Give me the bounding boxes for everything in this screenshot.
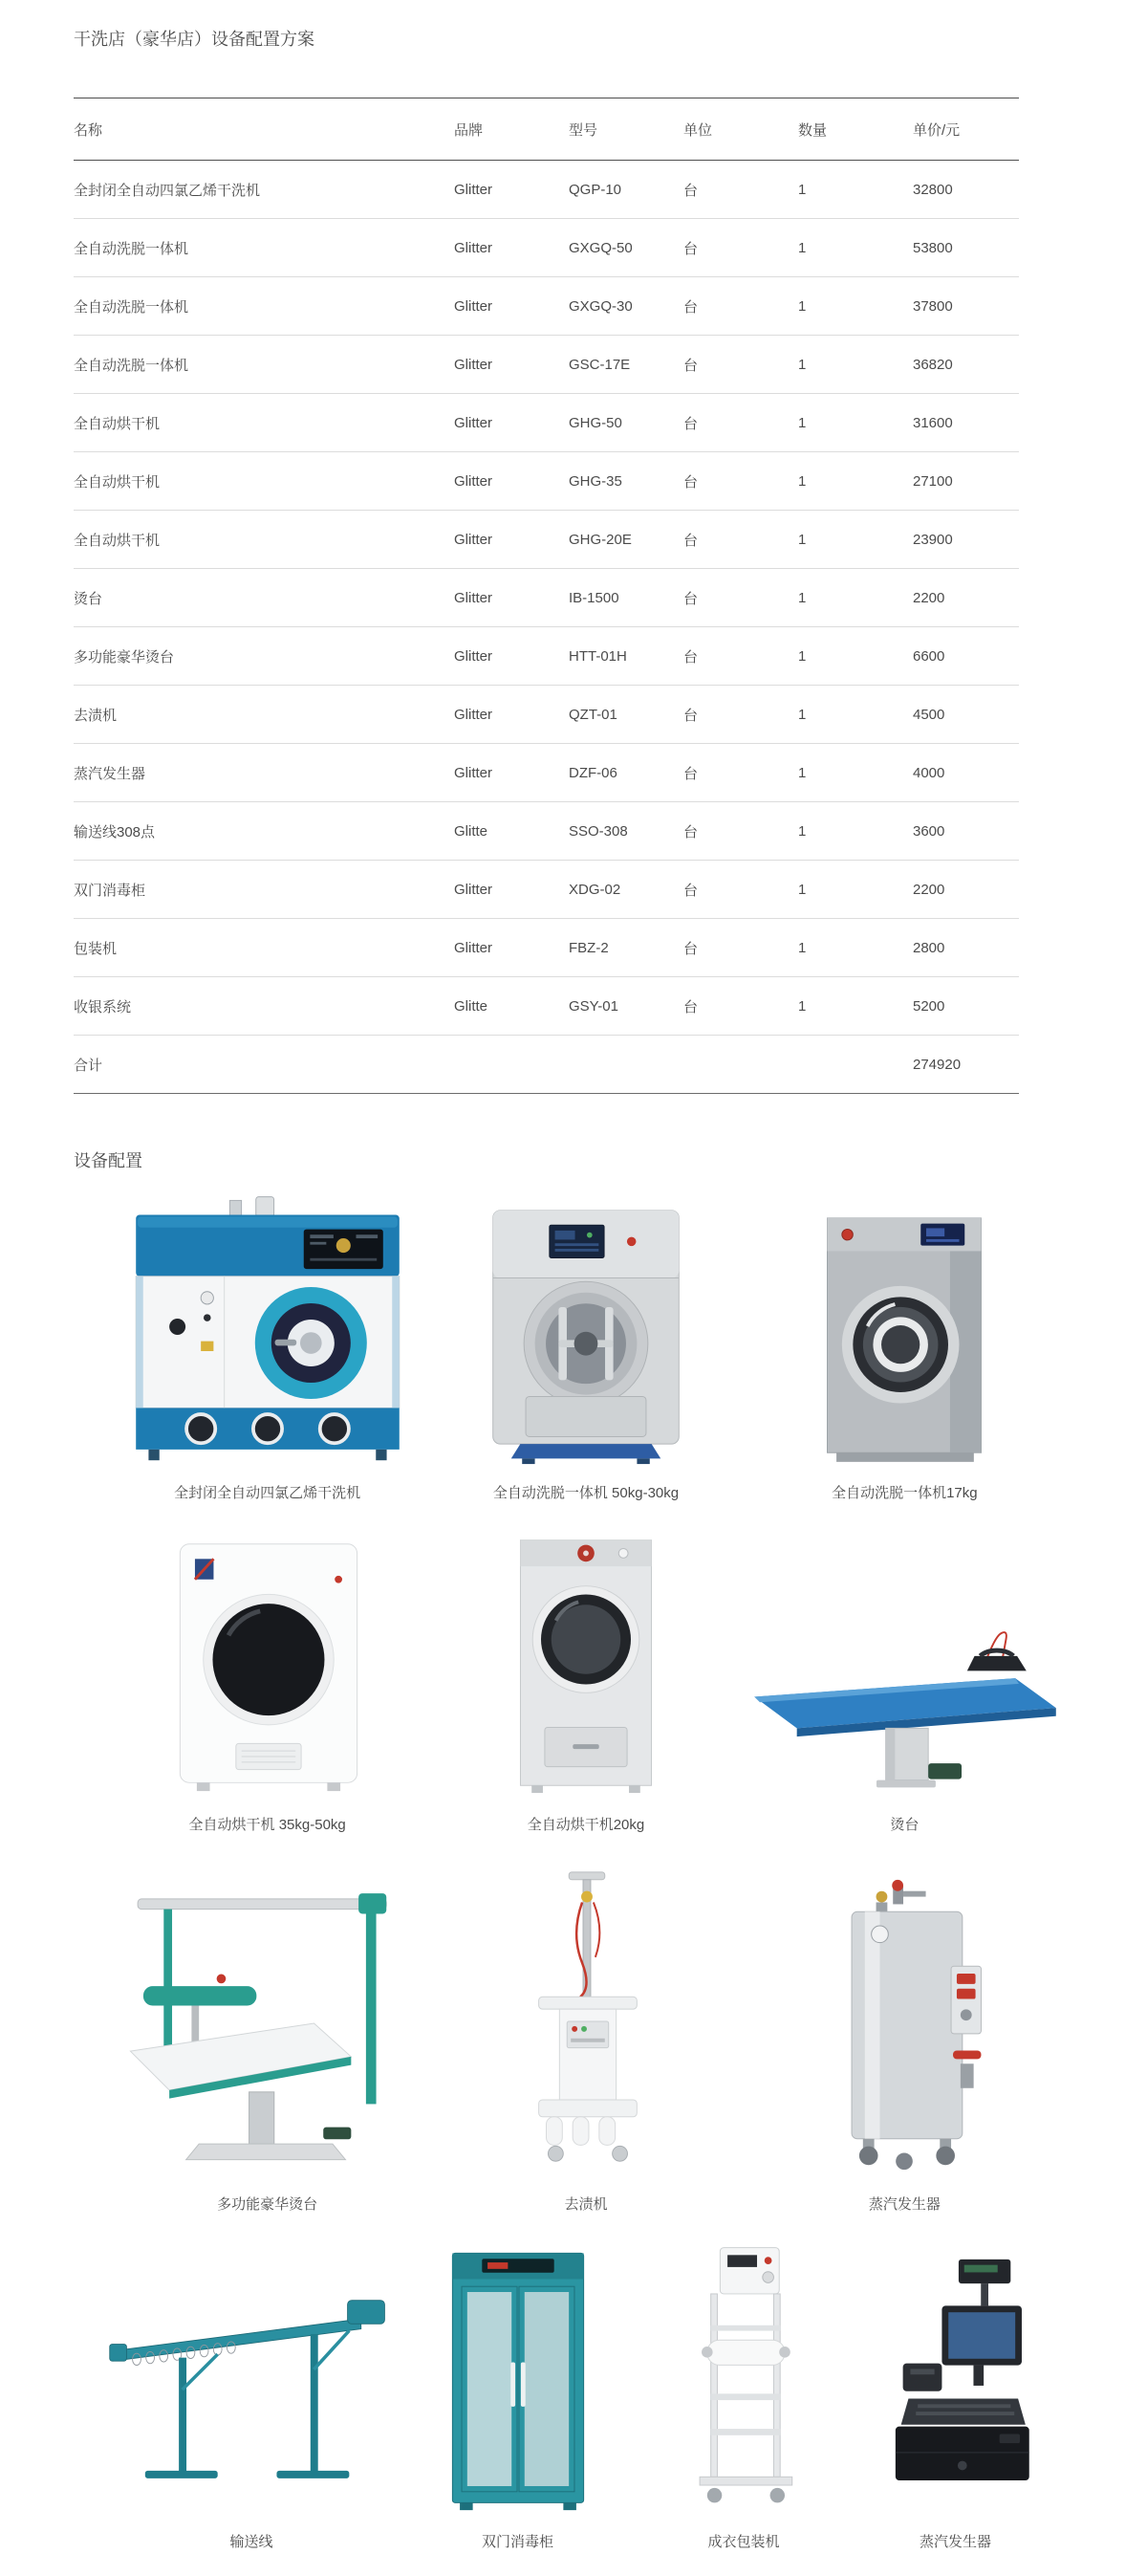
cell-model: GXGQ-30 [569,297,633,315]
product-card [746,1859,1064,2214]
cell-brand: Glitter [454,939,493,956]
cell-unit: 台 [683,298,699,316]
cell-quantity: 1 [798,356,807,373]
product-caption: 全自动烘干机20kg [527,1817,645,1833]
dryer-35-50kg-image [156,1527,379,1797]
total-value: 274920 [913,1056,962,1073]
cell-unit-price: 31600 [913,414,953,431]
cell-model: GXGQ-50 [569,239,633,256]
table-row [74,277,1019,336]
product-caption: 全自动洗脱一体机17kg [832,1485,978,1501]
equipment-price-table [74,98,1019,1094]
cell-brand: Glitter [454,356,493,373]
table-header-row [74,98,1019,161]
cell-model: SSO-308 [569,822,628,840]
cell-unit-price: 32800 [913,181,953,198]
cell-unit: 台 [683,590,699,607]
cell-unit: 台 [683,532,699,549]
column-header-model: 型号 [569,121,598,139]
table-row [74,802,1019,861]
cell-brand: Glitter [454,297,493,315]
product-card [108,2238,395,2551]
cell-name: 双门消毒柜 [74,882,146,899]
product-card [746,1527,1064,1834]
cell-unit-price: 4000 [913,764,945,781]
cell-name: 全自动烘干机 [74,473,161,491]
cash-register-image [876,2238,1035,2514]
cell-quantity: 1 [798,589,807,606]
cell-unit: 台 [683,415,699,432]
cell-unit: 台 [683,940,699,957]
product-grid [108,1186,1064,2551]
product-caption: 全自动烘干机 35kg-50kg [188,1817,346,1833]
cell-unit-price: 53800 [913,239,953,256]
cell-brand: Glitter [454,472,493,490]
cell-brand: Glitter [454,181,493,198]
cell-unit: 台 [683,882,699,899]
table-row [74,394,1019,452]
product-caption: 全自动洗脱一体机 50kg-30kg [492,1485,680,1501]
cell-model: DZF-06 [569,764,617,781]
column-header-unit-price: 单价/元 [913,121,961,139]
dry-cleaning-machine-image [123,1186,412,1465]
table-row [74,919,1019,977]
cell-unit: 台 [683,765,699,782]
cell-unit-price: 37800 [913,297,953,315]
column-header-name: 名称 [74,121,103,139]
cell-quantity: 1 [798,647,807,665]
product-card [640,2238,847,2551]
cell-quantity: 1 [798,531,807,548]
spotting-machine-image [491,1859,681,2176]
cell-unit: 台 [683,182,699,199]
cell-quantity: 1 [798,414,807,431]
cell-brand: Glitte [454,997,488,1015]
cell-brand: Glitter [454,414,493,431]
cell-model: GSY-01 [569,997,618,1015]
total-label: 合计 [74,1057,103,1074]
product-caption: 烫台 [890,1817,920,1833]
cell-unit-price: 2200 [913,589,945,606]
dryer-20kg-image [492,1527,680,1797]
table-row [74,511,1019,569]
cell-brand: Glitter [454,764,493,781]
cell-unit-price: 4500 [913,706,945,723]
product-card [847,2238,1064,2551]
steam-generator-image [810,1859,999,2176]
cell-unit-price: 2800 [913,939,945,956]
cell-name: 蒸汽发生器 [74,765,146,782]
product-card [108,1859,426,2214]
product-caption: 蒸汽发生器 [868,2196,941,2213]
cell-model: GSC-17E [569,356,631,373]
cell-unit-price: 5200 [913,997,945,1015]
cell-name: 输送线308点 [74,823,156,840]
cell-name: 包装机 [74,940,118,957]
cell-model: GHG-35 [569,472,622,490]
table-row [74,686,1019,744]
cell-model: XDG-02 [569,881,621,898]
cell-unit: 台 [683,648,699,666]
cell-quantity: 1 [798,997,807,1015]
cell-brand: Glitter [454,531,493,548]
cell-name: 全自动烘干机 [74,415,161,432]
product-row [108,2238,1064,2551]
washer-extractor-50kg-image [467,1186,704,1465]
cell-name: 去渍机 [74,707,118,724]
cell-quantity: 1 [798,881,807,898]
cell-quantity: 1 [798,939,807,956]
product-caption: 蒸汽发生器 [919,2534,991,2550]
cell-name: 收银系统 [74,998,132,1015]
cell-quantity: 1 [798,706,807,723]
product-card [395,2238,640,2551]
product-caption: 全封闭全自动四氯乙烯干洗机 [174,1485,361,1501]
cell-model: IB-1500 [569,589,619,606]
washer-extractor-17kg-image [794,1186,1014,1465]
product-card [108,1527,426,1834]
cell-quantity: 1 [798,297,807,315]
cell-brand: Glitter [454,706,493,723]
column-header-unit: 单位 [683,121,713,139]
table-row [74,861,1019,919]
table-row [74,977,1019,1036]
table-row [74,336,1019,394]
cell-quantity: 1 [798,239,807,256]
product-caption: 成衣包装机 [707,2534,780,2550]
cell-quantity: 1 [798,822,807,840]
cell-quantity: 1 [798,472,807,490]
conveyor-line-image [108,2238,395,2514]
section-title: 设备配置 [74,1151,142,1170]
table-total-row [74,1036,1019,1094]
cell-brand: Glitte [454,822,488,840]
product-row [108,1527,1064,1834]
cell-name: 全自动洗脱一体机 [74,298,189,316]
table-row [74,219,1019,277]
cell-unit: 台 [683,240,699,257]
cell-unit-price: 6600 [913,647,945,665]
cell-name: 全自动烘干机 [74,532,161,549]
product-caption: 多功能豪华烫台 [217,2196,318,2213]
cell-unit-price: 23900 [913,531,953,548]
cell-model: FBZ-2 [569,939,609,956]
cell-brand: Glitter [454,881,493,898]
disinfection-cabinet-image [430,2238,606,2514]
product-caption: 双门消毒柜 [481,2534,553,2550]
cell-model: GHG-20E [569,531,632,548]
table-row [74,161,1019,219]
table-row [74,569,1019,627]
table-row [74,627,1019,686]
cell-model: QGP-10 [569,181,622,198]
garment-packing-machine-image [672,2238,815,2514]
cell-brand: Glitter [454,647,493,665]
product-row [108,1859,1064,2214]
page-title: 干洗店（豪华店）设备配置方案 [74,30,314,49]
cell-name: 全封闭全自动四氯乙烯干洗机 [74,182,261,199]
ironing-table-image [747,1527,1062,1797]
cell-name: 多功能豪华烫台 [74,648,175,666]
deluxe-ironing-table-image [110,1859,425,2176]
cell-model: QZT-01 [569,706,617,723]
table-body [74,161,1019,1094]
cell-unit: 台 [683,998,699,1015]
cell-name: 烫台 [74,590,103,607]
cell-unit-price: 2200 [913,881,945,898]
cell-unit-price: 36820 [913,356,953,373]
product-card [108,1186,426,1502]
cell-brand: Glitter [454,239,493,256]
product-row [108,1186,1064,1502]
column-header-quantity: 数量 [798,121,828,139]
column-header-brand: 品牌 [454,121,484,139]
cell-unit-price: 3600 [913,822,945,840]
table-row [74,452,1019,511]
table-row [74,744,1019,802]
cell-quantity: 1 [798,181,807,198]
cell-quantity: 1 [798,764,807,781]
content-container [74,0,1019,2551]
product-card [426,1186,745,1502]
product-card [746,1186,1064,1502]
product-card [426,1527,745,1834]
cell-model: HTT-01H [569,647,627,665]
cell-model: GHG-50 [569,414,622,431]
cell-unit: 台 [683,473,699,491]
product-caption: 去渍机 [564,2196,608,2213]
cell-unit: 台 [683,357,699,374]
cell-unit: 台 [683,707,699,724]
cell-name: 全自动洗脱一体机 [74,357,189,374]
product-caption: 输送线 [229,2534,273,2550]
cell-unit: 台 [683,823,699,840]
cell-brand: Glitter [454,589,493,606]
cell-unit-price: 27100 [913,472,953,490]
cell-name: 全自动洗脱一体机 [74,240,189,257]
product-card [426,1859,745,2214]
